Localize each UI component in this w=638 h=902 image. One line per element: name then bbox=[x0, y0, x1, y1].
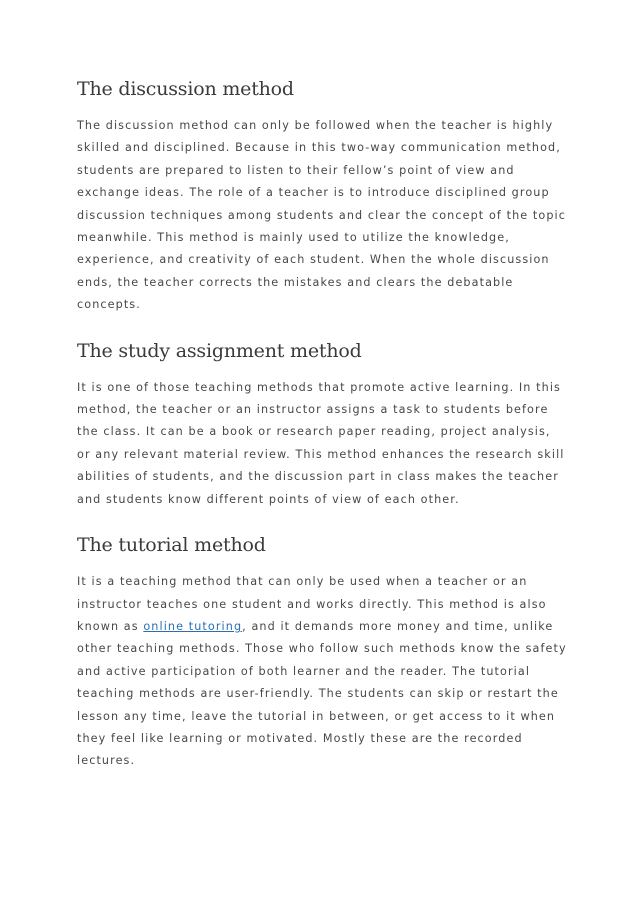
section-heading: The study assignment method bbox=[77, 339, 362, 362]
section-heading: The tutorial method bbox=[77, 534, 266, 557]
section-heading: The discussion method bbox=[77, 78, 294, 100]
section-tutorial-method bbox=[77, 530, 567, 773]
article-content bbox=[77, 74, 567, 773]
section-discussion-method bbox=[77, 74, 567, 317]
paragraph-text-before-link: It is a teaching method that can only be used when a teacher or an instructor teaches one student and works directly. This method is also known as bbox=[77, 575, 547, 633]
online-tutoring-link[interactable]: online tutoring bbox=[143, 619, 243, 633]
section-paragraph: It is one of those teaching methods that promote active learning. In this method, the teacher or an instructor assigns a task to students before the class. It can be a book or research paper reading, project analysis, or any relevant material review. This method enhances the research skill abilities of students, and the discussion part in class makes the teacher and students know different points of view of each other. bbox=[77, 380, 565, 506]
section-paragraph: The discussion method can only be followed when the teacher is highly skilled and disciplined. Because in this two-way communication method, students are prepared to listen to their fellow’s point of view and exchange ideas. The role of a teacher is to introduce disciplined group discussion techniques among students and clear the concept of the topic meanwhile. This method is mainly used to utilize the knowledge, experience, and creativity of each student. When the whole discussion ends, the teacher corrects the mistakes and clears the debatable concepts. bbox=[77, 119, 566, 312]
section-study-assignment-method bbox=[77, 336, 567, 511]
paragraph-text-after-link: , and it demands more money and time, unlike other teaching methods. Those who follow such methods know the safety and active participation of both learner and the reader. The tutorial teaching methods are user-friendly. The students can skip or restart the lesson any time, leave the tutorial in between, or get access to it when they feel like learning or motivated. Mostly these are the recorded lectures. bbox=[77, 619, 567, 768]
section-paragraph bbox=[77, 571, 567, 773]
